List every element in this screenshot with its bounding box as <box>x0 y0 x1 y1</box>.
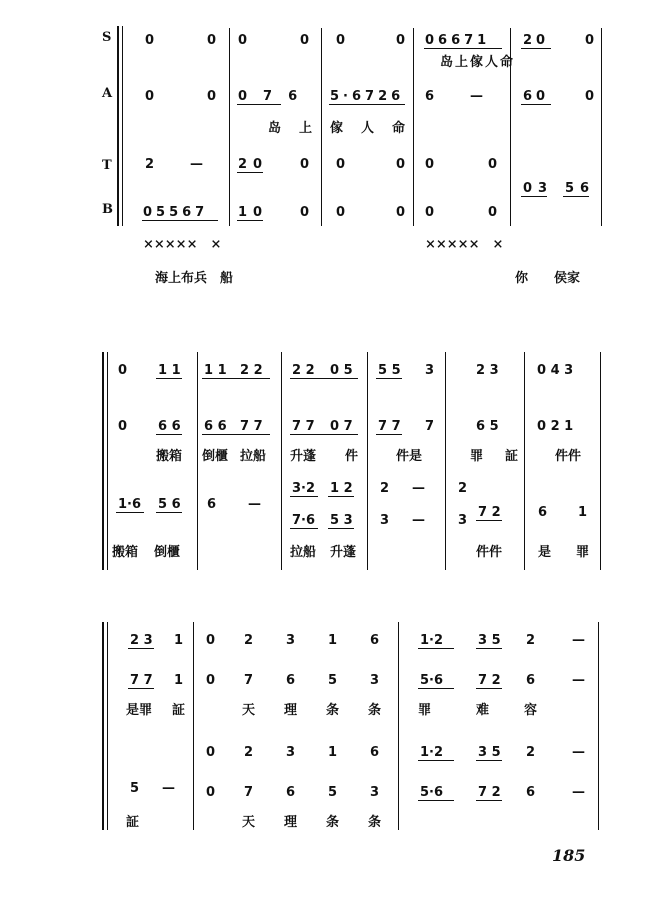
note: 1 1 <box>204 363 227 378</box>
note: 0 <box>425 157 435 172</box>
lyric-soprano: 岛上傢人命 <box>440 55 516 70</box>
note: — <box>572 633 585 648</box>
note: 7 2 <box>478 785 501 800</box>
note: 5·6 <box>420 785 444 800</box>
note: 7 2 <box>478 505 501 520</box>
note: 1·6 <box>118 497 142 512</box>
barline <box>367 352 368 570</box>
lyric: 条 <box>326 703 340 718</box>
note: 7 7 <box>240 419 263 434</box>
system-brace <box>117 26 123 226</box>
note: 0 <box>585 33 595 48</box>
text-right: 你 侯家 <box>515 271 581 286</box>
barline <box>197 352 198 570</box>
note: 6 <box>370 633 380 648</box>
percussion-left: ××××× × <box>143 237 222 252</box>
note: 2 2 <box>240 363 263 378</box>
lyric-alto: 岛上傢人命 <box>268 121 424 136</box>
lyric: 理 <box>284 703 298 718</box>
note: 5 <box>328 673 338 688</box>
note: 0 <box>145 33 155 48</box>
note: 3 5 <box>478 745 501 760</box>
barline <box>524 352 525 570</box>
lyric: 拉船 <box>240 449 267 464</box>
lyric: 件件 <box>476 545 503 560</box>
note: 0 2 1 <box>537 419 574 434</box>
lyric: 件件 <box>555 449 582 464</box>
note: 60 <box>523 89 550 104</box>
part-label-a: A <box>102 86 113 101</box>
note: 0 <box>396 205 406 220</box>
lyric: 拉船 <box>290 545 317 560</box>
barline <box>281 352 282 570</box>
note: 3 <box>458 513 468 528</box>
note: 0 <box>488 205 498 220</box>
note: 6 <box>286 785 296 800</box>
note: 5 <box>130 781 140 796</box>
note: 6 <box>207 497 217 512</box>
note: 3 <box>380 513 390 528</box>
lyric: 升蓬 <box>290 449 317 464</box>
lyric: 罪 <box>576 545 590 560</box>
note: 0 <box>488 157 498 172</box>
note: 2 <box>244 745 254 760</box>
note: 7 7 <box>292 419 315 434</box>
note: 20 <box>523 33 550 48</box>
note: — <box>248 497 261 512</box>
note: 3 <box>425 363 435 378</box>
lyric: 倒櫃 <box>154 545 181 560</box>
note: 2 <box>526 745 536 760</box>
note: 1·2 <box>420 633 444 648</box>
note: 6 5 <box>476 419 499 434</box>
lyric: 容 <box>524 703 538 718</box>
note: 3 5 <box>478 633 501 648</box>
note: 1 <box>174 673 184 688</box>
lyric: 天 <box>242 815 256 830</box>
lyric: 罪 <box>418 703 432 718</box>
part-label-t: T <box>102 158 112 173</box>
note: 0 <box>300 205 310 220</box>
text-left: 海上布兵 船 <box>155 271 234 286</box>
note: — <box>572 785 585 800</box>
lyric: 倒櫃 <box>202 449 229 464</box>
note: 7 <box>244 785 254 800</box>
note: 3 <box>370 785 380 800</box>
note: 1 1 <box>158 363 181 378</box>
note: 0 <box>585 89 595 104</box>
note: 3 <box>370 673 380 688</box>
note: 0 <box>207 89 217 104</box>
note: 0 <box>238 33 248 48</box>
lyric: 搬箱 <box>112 545 139 560</box>
lyric: 証 <box>505 449 519 464</box>
note: 6 <box>526 673 536 688</box>
note: 6 <box>526 785 536 800</box>
note: 2 <box>145 157 155 172</box>
note: 7 <box>425 419 435 434</box>
note: 5·6726 <box>330 89 405 104</box>
note: 0 <box>396 33 406 48</box>
note: 1 <box>328 633 338 648</box>
lyric: 天 <box>242 703 256 718</box>
note: 1 <box>174 633 184 648</box>
note: 2 2 <box>292 363 315 378</box>
note: 1·2 <box>420 745 444 760</box>
lyric: 証 <box>126 815 140 830</box>
note: 0 <box>118 419 128 434</box>
barline <box>598 622 599 830</box>
note: 10 <box>238 205 269 220</box>
part-label-s: S <box>102 30 112 45</box>
note: 6 <box>538 505 548 520</box>
note: 1 <box>328 745 338 760</box>
part-label-b: B <box>102 202 113 217</box>
barline <box>398 622 399 830</box>
lyric: 是 <box>538 545 552 560</box>
note: 2 <box>244 633 254 648</box>
note: — <box>162 781 175 796</box>
note: 6 <box>425 89 435 104</box>
note: 0 <box>300 33 310 48</box>
lyric: 条 <box>368 703 382 718</box>
system-brace <box>102 352 108 570</box>
note: 7 7 <box>378 419 401 434</box>
note: 2 <box>380 481 390 496</box>
note: 0 <box>336 205 346 220</box>
note: 0 4 3 <box>537 363 574 378</box>
lyric: 条 <box>326 815 340 830</box>
note: 20 <box>238 157 269 172</box>
lyric: 理 <box>284 815 298 830</box>
note: 0 7 <box>330 419 353 434</box>
note: 5 6 <box>158 497 181 512</box>
note: 0 <box>425 205 435 220</box>
lyric: 是罪 <box>126 703 153 718</box>
note: 7 2 <box>478 673 501 688</box>
note: 6 <box>370 745 380 760</box>
note: 0 <box>206 745 216 760</box>
barline <box>601 28 602 226</box>
note: 5 5 <box>378 363 401 378</box>
lyric: 搬箱 <box>156 449 183 464</box>
lyric: 罪 <box>470 449 484 464</box>
lyric: 条 <box>368 815 382 830</box>
note: 6 6 <box>158 419 181 434</box>
note: — <box>572 673 585 688</box>
lyric: 升蓬 <box>330 545 357 560</box>
note: 0 <box>300 157 310 172</box>
note: 7 7 <box>130 673 153 688</box>
note: 2 <box>526 633 536 648</box>
note: — <box>412 481 425 496</box>
note: 0 <box>118 363 128 378</box>
lyric: 証 <box>172 703 186 718</box>
note: 5·6 <box>420 673 444 688</box>
lyric: 难 <box>476 703 490 718</box>
note: 1 2 <box>330 481 353 496</box>
note: 1 <box>578 505 588 520</box>
percussion-right: ××××× × <box>425 237 504 252</box>
note: 05567 <box>143 205 209 220</box>
note: 0 <box>396 157 406 172</box>
note: 0 <box>145 89 155 104</box>
page-number: 185 <box>552 846 586 865</box>
note: — <box>412 513 425 528</box>
note: 3·2 <box>292 481 316 496</box>
note: 0 <box>336 157 346 172</box>
note: 5 <box>328 785 338 800</box>
note: 0 <box>336 33 346 48</box>
note: 0 <box>206 673 216 688</box>
barline <box>229 28 230 226</box>
lyric: 件 <box>345 449 359 464</box>
note: 2 3 <box>476 363 499 378</box>
note: 0 <box>206 785 216 800</box>
note: 06671 <box>425 33 491 48</box>
system-brace <box>102 622 108 830</box>
note: 5 3 <box>330 513 353 528</box>
note: — <box>190 157 203 172</box>
note: 7·6 <box>292 513 316 528</box>
note: 0 <box>207 33 217 48</box>
note: 2 3 <box>130 633 153 648</box>
note: 6 <box>286 673 296 688</box>
note: 3 <box>286 745 296 760</box>
lyric: 件是 <box>396 449 423 464</box>
barline <box>600 352 601 570</box>
note: — <box>572 745 585 760</box>
note: — <box>470 89 483 104</box>
note: 56 <box>565 181 596 196</box>
note: 6 6 <box>204 419 227 434</box>
barline <box>193 622 194 830</box>
note: 2 <box>458 481 468 496</box>
note: 0 <box>206 633 216 648</box>
note: 076 <box>238 89 314 104</box>
note: 3 <box>286 633 296 648</box>
note: 7 <box>244 673 254 688</box>
note: 0 5 <box>330 363 353 378</box>
barline <box>445 352 446 570</box>
note: 03 <box>523 181 554 196</box>
